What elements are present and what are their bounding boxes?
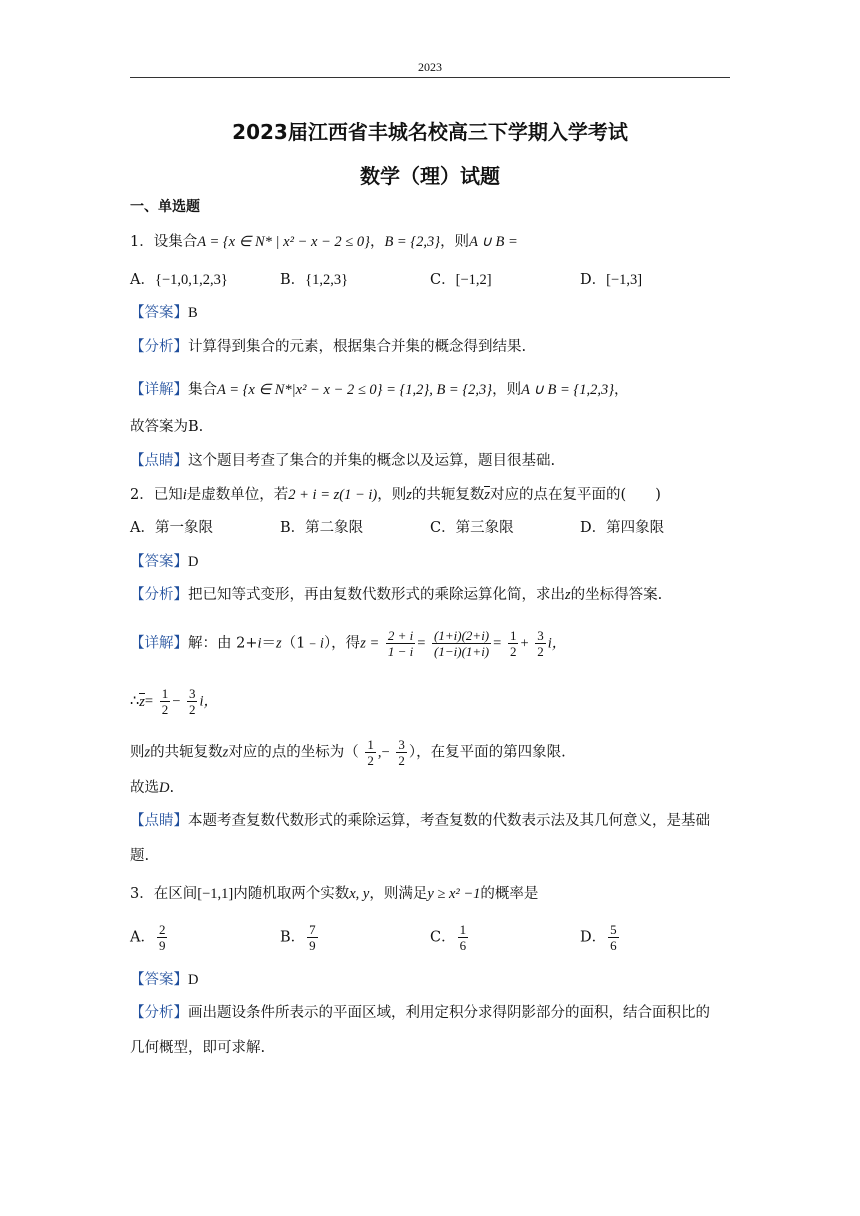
q1-option-a: A．{−1,0,1,2,3}	[130, 272, 228, 288]
q2-answer: 【答案】D	[130, 554, 199, 570]
q2-conjugate: ∴z= $\frac{1}{2}$ − $\frac{3}{2}$ i，	[130, 686, 219, 717]
q2-point: 则z的共轭复数z对应的点的坐标为（ $\frac{1}{2}$ ,− $\frac{3}{2}$ ），在复平面的第四象限.	[130, 737, 566, 768]
q3-option-a: A． $\frac{2}{9}$	[130, 922, 166, 953]
q3-option-b: B． $\frac{7}{9}$	[280, 922, 316, 953]
q3-option-c: C． $\frac{1}{6}$	[430, 922, 467, 953]
fraction: $\frac{1}{2}$	[509, 628, 517, 659]
q2-choose: 故选D.	[130, 780, 175, 796]
q2-stem: 2．已知i是虚数单位，若2 + i = z(1 − i)，则z的共轭复数z对应的点在复平面的( )	[130, 487, 661, 503]
fraction: $\frac{3}{2}$	[188, 686, 196, 717]
q2-option-d: D．第四象限	[580, 520, 665, 536]
q1-option-c: C．[−1,2]	[430, 272, 492, 288]
q2-option-c: C．第三象限	[430, 520, 514, 536]
q3-analysis-line1: 【分析】画出题设条件所表示的平面区域，利用定积分求得阴影部分的面积，结合面积比的	[130, 1005, 710, 1021]
exam-title: 2023届江西省丰城名校高三下学期入学考试	[232, 120, 628, 144]
fraction: $\frac{1}{2}$	[161, 686, 169, 717]
q1-analysis: 【分析】计算得到集合的元素，根据集合并集的概念得到结果.	[130, 339, 527, 355]
fraction: $\frac{2 + i}{1 - i}$	[387, 628, 414, 659]
q3-stem: 3．在区间[−1,1]内随机取两个实数x, y，则满足y ≥ x² −1的概率是	[130, 886, 539, 902]
q1-detail: 【详解】集合A = {x ∈ N*|x² − x − 2 ≤ 0} = {1,2}, B = {2,3}，则A ∪ B = {1,2,3}，	[130, 382, 629, 398]
fraction: $\frac{1}{2}$	[367, 737, 374, 768]
q2-comment-line2: 题.	[130, 848, 150, 864]
fraction: $\frac{3}{2}$	[398, 737, 405, 768]
q1-option-b: B．{1,2,3}	[280, 272, 349, 288]
page-header-year: 2023	[418, 60, 442, 74]
q3-option-d: D． $\frac{5}{6}$	[580, 922, 617, 953]
q1-answer: 【答案】B	[130, 305, 198, 321]
q1-conclusion: 故答案为B.	[130, 419, 204, 435]
q2-option-b: B．第二象限	[280, 520, 364, 536]
q2-comment-line1: 【点睛】本题考查复数代数形式的乘除运算，考查复数的代数表示法及其几何意义，是基础	[130, 813, 710, 829]
fraction: $\frac{3}{2}$	[537, 628, 544, 659]
fraction: $\frac{(1+i)(2+i)}{(1-i)(1+i)}$	[434, 628, 490, 659]
header-rule	[130, 77, 730, 78]
q2-analysis: 【分析】把已知等式变形，再由复数代数形式的乘除运算化简，求出z的坐标得答案.	[130, 587, 663, 603]
q1-stem: 1．设集合A = {x ∈ N* | x² − x − 2 ≤ 0}，B = {2,3}，则A ∪ B =	[130, 234, 518, 250]
q3-answer: 【答案】D	[130, 972, 199, 988]
exam-subtitle: 数学（理）试题	[360, 164, 500, 188]
q2-option-a: A．第一象限	[130, 520, 213, 536]
q3-analysis-line2: 几何概型，即可求解.	[130, 1040, 266, 1056]
q1-comment: 【点睛】这个题目考查了集合的并集的概念以及运算，题目很基础.	[130, 453, 556, 469]
section-heading: 一、单选题	[130, 199, 200, 215]
q2-detail: 【详解】解：由 2+i＝z（1﹣i），得z = $\frac{2 + i}{1 - i}$ = $\frac{(1+i)(2+i)}{(1-i)(1+i)}$ = $\frac{1}{2}$ + $\frac{3}{2}$ i，	[130, 628, 567, 659]
q1-option-d: D．[−1,3]	[580, 272, 643, 288]
